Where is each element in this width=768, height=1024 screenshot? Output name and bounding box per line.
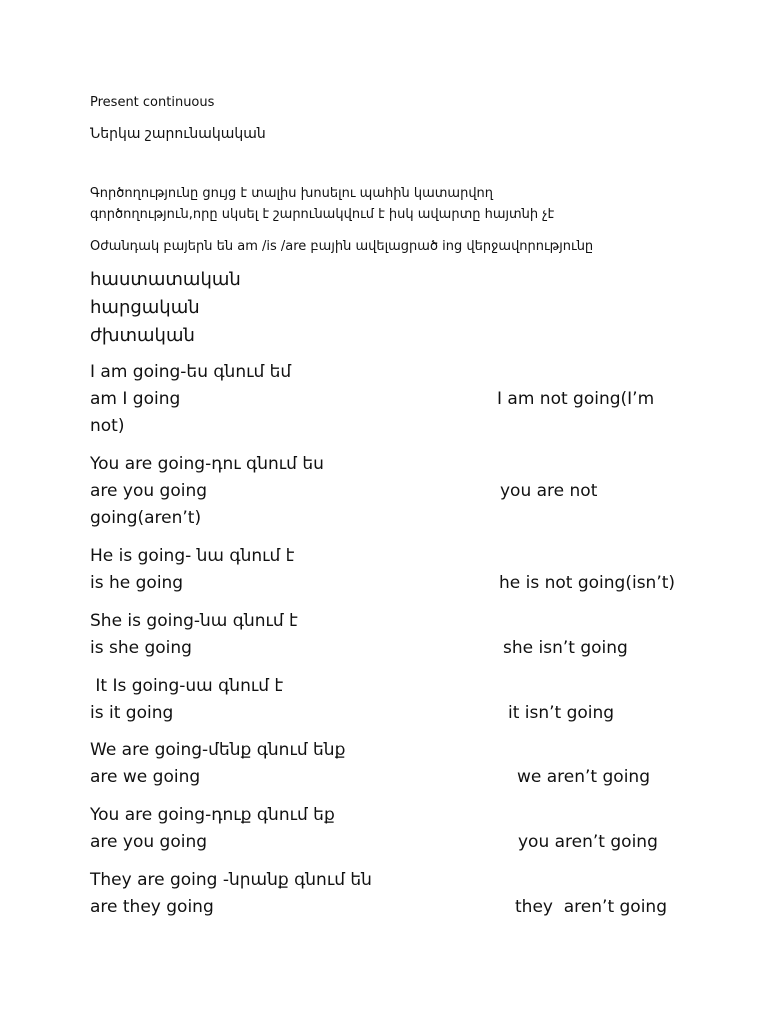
negative-sentence-continued: going(aren’t) [90,508,202,528]
affirmative-sentence: You are going-դու գնում ես [90,454,324,474]
affirmative-sentence: She is going-նա գնում է [90,611,298,631]
form-interrogative-label: հարցական [90,297,200,318]
conjugation-block-it [90,673,690,727]
conjugation-block-i [90,359,690,440]
interrogative-sentence: are they going [90,897,214,917]
affirmative-sentence: He is going- նա գնում է [90,546,295,566]
negative-sentence: we aren’t going [517,767,650,787]
affirmative-sentence: It Is going-սա գնում է [90,676,284,696]
negative-sentence: they aren’t going [515,897,667,917]
negative-sentence: it isn’t going [508,703,615,723]
question-row [90,829,690,856]
affirmative-sentence: They are going -նրանք գնում են [90,870,372,890]
negative-sentence: you are not [500,481,598,501]
interrogative-sentence: are we going [90,767,201,787]
conjugation-block-you-plural [90,802,690,856]
description-line-1: Գործողությունը ցույց է տալիս խոսելու պահին կատարվող [90,186,494,201]
conjugation-block-you [90,451,690,532]
negative-sentence: she isn’t going [503,638,628,658]
sentence-forms-list [90,266,241,350]
interrogative-sentence: am I going [90,389,181,409]
conjugation-block-he [90,543,690,597]
conjugation-block-they [90,867,690,921]
negative-sentence-continued: not) [90,416,125,436]
interrogative-sentence: are you going [90,481,208,501]
interrogative-sentence: are you going [90,832,208,852]
form-affirmative-label: հաստատական [90,269,241,290]
interrogative-sentence: is it going [90,703,174,723]
conjugation-block-we [90,737,690,791]
affirmative-sentence: We are going-մենք գնում ենք [90,740,346,760]
document-subtitle: Ներկա շարունակական [90,126,266,142]
auxiliary-verbs-note: Օժանդակ բայերն են am /is /are բային ավելացրած ing վերջավորությունը [90,239,594,254]
question-row [90,386,690,413]
negative-sentence: you aren’t going [518,832,658,852]
question-row [90,570,690,597]
question-row [90,478,690,505]
form-negative-label: ժխտական [90,325,195,346]
conjugation-block-she [90,608,690,662]
question-row [90,700,690,727]
interrogative-sentence: is he going [90,573,184,593]
negative-sentence: I am not going(I’m [497,389,655,409]
question-row [90,635,690,662]
question-row [90,764,690,791]
document-title: Present continuous [90,95,215,110]
question-row [90,894,690,921]
description-line-2: գործողություն,որը սկսել է շարունակվում է իսկ ավարտը հայտնի չէ [90,207,555,222]
interrogative-sentence: is she going [90,638,192,658]
affirmative-sentence: I am going-ես գնում եմ [90,362,292,382]
affirmative-sentence: You are going-դուք գնում եք [90,805,335,825]
negative-sentence: he is not going(isn’t) [499,573,676,593]
